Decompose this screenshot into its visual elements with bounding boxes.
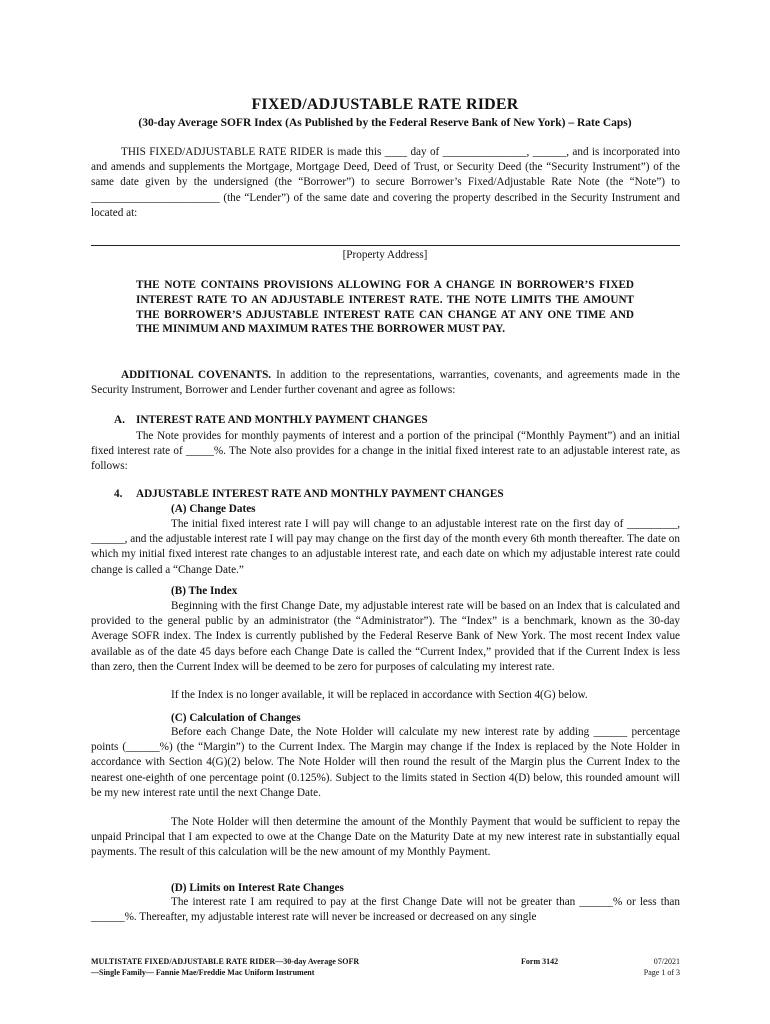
subsection-a-heading: (A) Change Dates: [171, 503, 256, 515]
footer-form-number: Form 3142: [521, 957, 559, 966]
subsection-c-text-2: The Note Holder will then determine the amount of the Monthly Payment that would be sufficient to repay the unpaid Principal that I am expected to owe at the Change Date on the Maturity Date at my new interest rate in substantially equal payments. The result of this calculation will be the new amount of my Monthly Payment.: [91, 816, 680, 859]
subsection-a-text: The initial fixed interest rate I will pay will change to an adjustable interest rate on the first day of _________, ______, and the adjustable interest rate I will pay may change on the first day of the month every 6th month thereafter. The date on which my initial fixed interest rate changes to an adjustable interest rate, and each date on which my adjustable interest rate could change is called a “Change Date.”: [91, 518, 680, 576]
covenants-paragraph: [91, 368, 680, 398]
subsection-c-heading: (C) Calculation of Changes: [171, 712, 301, 724]
subsection-b-text-2: If the Index is no longer available, it will be replaced in accordance with Section 4(G) below.: [171, 689, 588, 701]
section-4-number: 4.: [114, 488, 123, 500]
intro-paragraph: THIS FIXED/ADJUSTABLE RATE RIDER is made this ____ day of _______________, ______, and is incorporated into and amends and supplements the Mortgage, Mortgage Deed, Deed of Trust, or Security Deed (the “Security Instrument”) of the same date given by the undersigned (the “Borrower”) to secure Borrower’s Fixed/Adjustable Rate Note (the “Note”) to _______________________ (the “Lender”) of the same date and covering the property described in the Security Instrument and located at:: [91, 146, 680, 219]
subsection-c-text: Before each Change Date, the Note Holder will calculate my new interest rate by adding ______ percentage points (______%) (the “Margin”) to the Current Index. The Margin may change if the Index is replaced by the Note Holder in accordance with Section 4(G)(2) below. The Note Holder will then round the result of the Margin plus the Current Index to the nearest one-eighth of one percentage point (0.125%). Subject to the limits stated in Section 4(D) below, this rounded amount will be my new interest rate until the next Change Date.: [91, 726, 680, 799]
section-a-number: A.: [114, 414, 125, 426]
footer-date-page: 07/2021 Page 1 of 3: [600, 956, 680, 978]
covenants-heading: ADDITIONAL COVENANTS.: [121, 369, 272, 381]
footer-form-title: MULTISTATE FIXED/ADJUSTABLE RATE RIDER—30-day Average SOFR —Single Family— Fannie Mae/Freddie Mac Uniform Instrument: [91, 957, 360, 977]
page-number: Page 1 of 3: [643, 968, 680, 977]
subsection-d-text: The interest rate I am required to pay at the first Change Date will not be greater than ______% or less than ______%. Thereafter, my adjustable interest rate will never be increased or decreased on any single: [91, 896, 680, 924]
property-address-line: [91, 235, 680, 246]
notice-paragraph: THE NOTE CONTAINS PROVISIONS ALLOWING FOR A CHANGE IN BORROWER’S FIXED INTEREST RATE TO AN ADJUSTABLE INTEREST RATE. THE NOTE LIMITS THE AMOUNT THE BORROWER’S ADJUSTABLE INTEREST RATE CAN CHANGE AT ANY ONE TIME AND THE MINIMUM AND MAXIMUM RATES THE BORROWER MUST PAY.: [136, 279, 634, 336]
subsection-d-heading: (D) Limits on Interest Rate Changes: [171, 882, 344, 894]
subsection-b-text: Beginning with the first Change Date, my adjustable interest rate will be based on an Index that is calculated and provided to the general public by an administrator (the “Administrator”). The “Index” is a benchmark, known as the 30-day Average SOFR index. The Index is currently published by the Federal Reserve Bank of New York. The most recent Index value available as of the date 45 days before each Change Date is called the “Current Index,” provided that if the Current Index is less than zero, then the Current Index will be deemed to be zero for purposes of calculating my interest rate.: [91, 600, 680, 673]
section-4-heading: ADJUSTABLE INTEREST RATE AND MONTHLY PAYMENT CHANGES: [136, 488, 504, 500]
covenants-text: In addition to the representations, warranties, covenants, and agreements made in the Security Instrument, Borrower and Lender further covenant and agree as follows:: [91, 369, 680, 397]
property-address-label: [Property Address]: [342, 249, 428, 261]
section-a-heading: INTEREST RATE AND MONTHLY PAYMENT CHANGES: [136, 414, 428, 426]
subsection-b-heading: (B) The Index: [171, 585, 238, 597]
document-title: FIXED/ADJUSTABLE RATE RIDER: [251, 96, 519, 113]
document-subtitle: (30-day Average SOFR Index (As Published by the Federal Reserve Bank of New York) – Rate Caps): [138, 117, 632, 129]
section-a-text: The Note provides for monthly payments of interest and a portion of the principal (“Monthly Payment”) and an initial fixed interest rate of _____%. The Note also provides for a change in the initial fixed interest rate to an adjustable interest rate, as follows:: [91, 430, 680, 473]
